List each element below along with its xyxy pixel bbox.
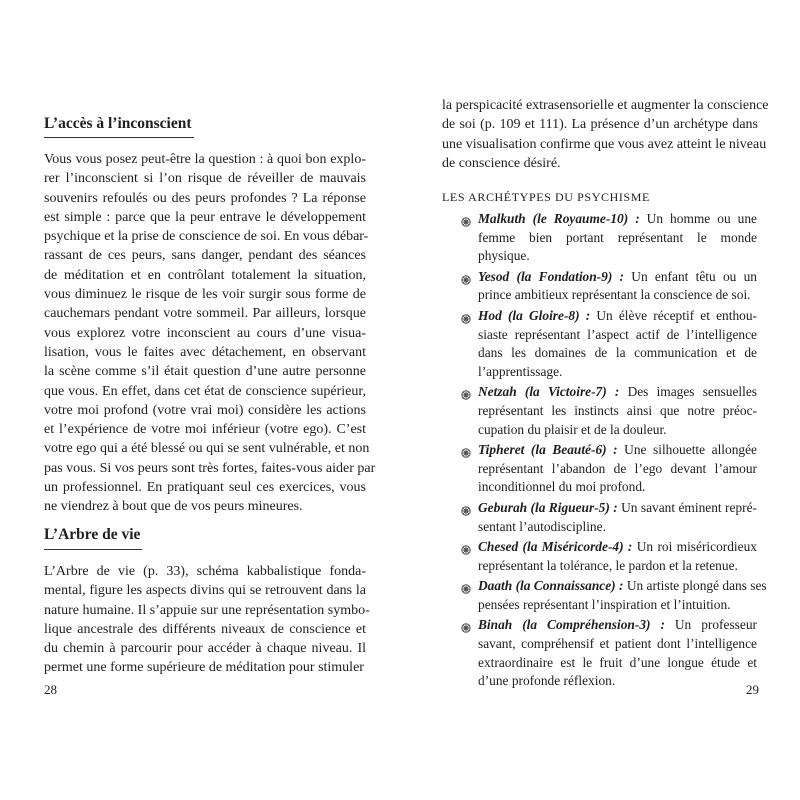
archetype-item	[459, 210, 757, 266]
heading-underline	[44, 137, 194, 138]
text-line: une visualisation confirme que vous avez atteint le niveau	[442, 136, 767, 152]
archetype-name: Netzah (la Victoire-7) :	[478, 384, 620, 400]
archetype-description: Un professeur	[664, 617, 757, 633]
archetype-item	[459, 616, 757, 690]
text-line: extraordinaire est le fruit d’une longue étude et	[478, 654, 757, 670]
text-line: pensées représentant l’inspiration et l’intuition.	[478, 596, 731, 612]
text-line: ne viendrez à bout que de vos peurs mineures.	[44, 499, 303, 515]
text-line	[478, 538, 757, 557]
text-line: représentant la tolérance, le pardon et la retenue.	[478, 557, 738, 573]
text-line: physique.	[478, 248, 530, 264]
text-line: cupation du plaisir et de la douleur.	[478, 421, 667, 437]
heading-underline	[44, 549, 142, 550]
archetype-name: Tipheret (la Beauté-6) :	[478, 442, 618, 458]
text-line: psychique et la prise de conscience de soi. En vous débar-	[44, 229, 369, 245]
archetype-description: Un enfant têtu ou un	[624, 268, 757, 284]
text-line: souvenirs refoulés ou des peurs profondes ? La réponse	[44, 190, 366, 206]
page-number-right: 29	[746, 682, 759, 697]
archetype-name: Malkuth (le Royaume-10) :	[478, 211, 640, 226]
archetype-name: Daath (la Connaissance) :	[478, 578, 624, 594]
text-line: votre moi profond (votre vrai moi) considère les actions	[44, 402, 366, 418]
text-line: rer l’inconscient si l’on risque de réveiller de mauvais	[44, 171, 366, 187]
archetype-name: Geburah (la Rigueur-5) :	[478, 499, 618, 515]
rosette-bullet-icon	[461, 272, 471, 282]
archetype-item	[459, 538, 757, 575]
text-line: représentant les instincts ainsi que notre préoc-	[478, 402, 757, 418]
text-line: votre ego qui a été blessé ou qui se sent vulnérable, et non	[44, 441, 370, 457]
text-line: siaste représentant l’aspect actif de l’intelligence	[478, 326, 757, 342]
text-line: savant, compréhensif et patient dont l’intelligence	[478, 636, 757, 652]
rosette-bullet-icon	[461, 503, 471, 513]
text-line: la perspicacité extrasensorielle et augmenter la conscience	[442, 98, 769, 113]
text-line: est simple : parce que la peur entrave le développement	[44, 209, 366, 225]
text-line: Vous vous posez peut-être la question : à quoi bon explo-	[44, 152, 366, 167]
text-line: de conscience désiré.	[442, 155, 561, 171]
text-line: de méditation et en contrôlant totalement la situation,	[44, 267, 366, 283]
text-line: femme bien portant représentant le monde	[478, 229, 757, 245]
heading-inconscient: L’accès à l’inconscient	[44, 115, 192, 132]
text-line: L’Arbre de vie (p. 33), schéma kabbalistique fonda-	[44, 564, 366, 579]
heading-arbre-de-vie: L’Arbre de vie	[44, 526, 141, 543]
rosette-bullet-icon	[461, 581, 471, 591]
text-line: du chemin à parcourir pour accéder à chaque niveau. Il	[44, 641, 366, 657]
archetype-item	[459, 577, 767, 614]
text-line: vous diminuez le risque de les voir surgir sous forme de	[44, 287, 366, 303]
text-line: d’une profonde réflexion.	[478, 673, 616, 689]
archetype-item	[459, 268, 757, 305]
rosette-bullet-icon	[461, 311, 471, 321]
archetype-description: Un savant éminent repré-	[617, 499, 757, 515]
text-line: cauchemars pendant votre sommeil. Par ailleurs, lorsque	[44, 306, 366, 322]
paragraph-continuation	[442, 96, 769, 173]
archetype-list	[459, 210, 767, 693]
text-line: représentant l’abandon de l’ego devant l’amour	[478, 460, 757, 476]
archetype-description: Un roi miséricordieux	[632, 539, 757, 555]
archetype-name: Yesod (la Fondation-9) :	[478, 268, 625, 284]
text-line: que vous. En effet, dans cet état de conscience supérieur,	[44, 383, 366, 399]
rosette-bullet-icon	[461, 214, 471, 224]
text-line: permet une forme supérieure de méditation pour stimuler	[44, 660, 364, 676]
text-line: l’apprentissage.	[478, 363, 563, 379]
paragraph-inconscient	[44, 150, 376, 517]
archetype-item	[459, 441, 757, 497]
section-title: LES ARCHÉTYPES DU PSYCHISME	[442, 190, 650, 204]
archetype-item	[459, 383, 757, 439]
text-line: sentant l’autodiscipline.	[478, 518, 606, 534]
paragraph-arbre	[44, 562, 370, 678]
rosette-bullet-icon	[461, 620, 471, 630]
text-line: un professionnel. En pratiquant seul ces exercices, vous	[44, 480, 366, 496]
archetype-description: Un élève réceptif et enthou-	[590, 307, 757, 323]
text-line: rassant de ces peurs, sans danger, pendant des séances	[44, 248, 366, 264]
archetype-item	[459, 307, 757, 381]
right-page	[400, 0, 800, 800]
text-line: dans les domaines de la communication et de	[478, 345, 757, 361]
text-line	[478, 499, 757, 518]
archetype-description: Une silhouette allongée	[617, 442, 757, 458]
rosette-bullet-icon	[461, 387, 471, 397]
text-line: lisation, vous le faites avec détachement, en observant	[44, 344, 366, 360]
text-line	[478, 210, 757, 229]
text-line	[478, 441, 757, 460]
text-line: nature humaine. Il s’appuie sur une représentation symbo-	[44, 602, 370, 618]
archetype-name: Hod (la Gloire-8) :	[478, 307, 591, 323]
text-line	[478, 616, 757, 635]
text-line: pas vous. Si vos peurs sont très fortes, faites-vous aider par	[44, 460, 376, 476]
text-line	[478, 307, 757, 326]
archetype-name: Chesed (la Miséricorde-4) :	[478, 539, 633, 555]
archetype-item	[459, 499, 757, 536]
archetype-description: Un homme ou une	[639, 211, 757, 226]
page-number-left: 28	[44, 682, 57, 697]
text-line	[478, 577, 767, 596]
text-line: lique ancestrale des différents niveaux de conscience et	[44, 621, 366, 637]
rosette-bullet-icon	[461, 542, 471, 552]
text-line: prince ambitieux représentant la conscience de soi.	[478, 287, 751, 303]
archetype-description: Un artiste plongé dans ses	[623, 578, 767, 594]
archetype-name: Binah (la Compréhension-3) :	[478, 617, 665, 633]
text-line: la scène comme s’il était question d’une autre personne	[44, 364, 366, 380]
text-line: de soi (p. 109 et 111). La présence d’un archétype dans	[442, 117, 758, 133]
rosette-bullet-icon	[461, 445, 471, 455]
text-line: et l’expérience de votre moi inférieur (votre ego). C’est	[44, 422, 366, 438]
text-line	[478, 383, 757, 402]
text-line	[478, 268, 757, 287]
text-line: vous explorez votre inconscient au cours d’une visua-	[44, 325, 366, 341]
archetype-description: Des images sensuelles	[619, 384, 758, 400]
text-line: inconditionnel du moi profond.	[478, 479, 646, 495]
text-line: mental, figure les aspects divins qui se retrouvent dans la	[44, 583, 366, 599]
